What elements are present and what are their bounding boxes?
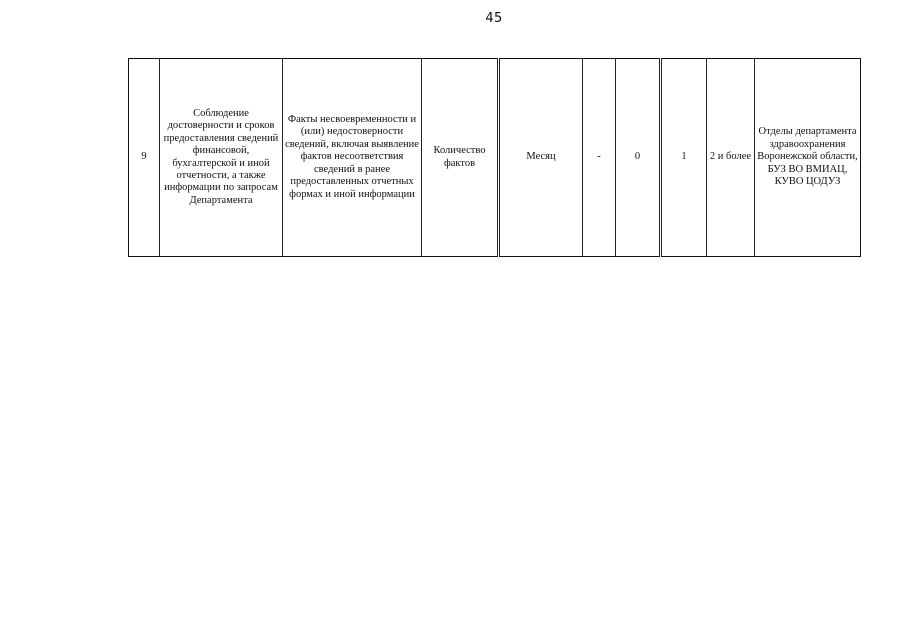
value-one-cell: 1 — [661, 59, 707, 257]
report-table — [128, 58, 861, 257]
value-dash-cell: - — [583, 59, 616, 257]
period-cell: Месяц — [499, 59, 583, 257]
table-row — [129, 59, 861, 257]
value-two-plus-cell: 2 и более — [707, 59, 755, 257]
row-number-cell: 9 — [129, 59, 160, 257]
page-number: 45 — [485, 11, 503, 26]
indicator-cell: Соблюдение достоверности и сроков предоставления сведений финансовой, бухгалтерской и иной отчетности, а также информации по запросам Департамента — [160, 59, 283, 257]
responsible-cell: Отделы департамента здравоохранения Воронежской области, БУЗ ВО ВМИАЦ, КУВО ЦОДУЗ — [755, 59, 861, 257]
description-cell: Факты несвоевременности и (или) недостоверности сведений, включая выявление фактов несоответствия сведений в ранее предоставленных отчетных формах и иной информации — [283, 59, 422, 257]
value-zero-cell: 0 — [616, 59, 661, 257]
unit-cell: Количество фактов — [422, 59, 499, 257]
